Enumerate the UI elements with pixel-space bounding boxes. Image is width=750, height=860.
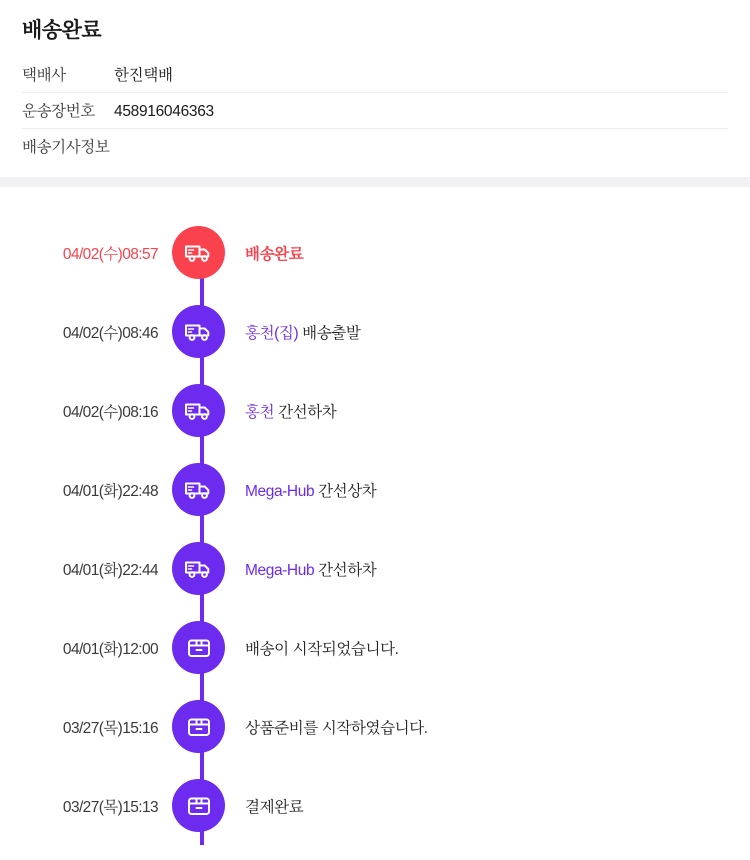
timeline-event	[0, 608, 750, 687]
delivery-timeline	[0, 187, 750, 845]
event-label-highlight: Mega-Hub	[245, 482, 315, 500]
event-timestamp: 04/02(수)08:57	[62, 245, 158, 263]
timeline-event	[0, 529, 750, 608]
event-timestamp: 03/27(목)15:13	[62, 798, 158, 816]
event-timestamp: 04/01(화)22:44	[62, 561, 158, 579]
event-timestamp: 04/02(수)08:16	[62, 403, 158, 421]
event-label-highlight: 홍천	[245, 403, 275, 421]
event-label	[225, 479, 376, 501]
timeline-event	[0, 687, 750, 766]
event-label	[225, 400, 336, 422]
event-label	[225, 321, 360, 343]
timeline-event	[0, 371, 750, 450]
event-label-plain: 간선하차	[314, 561, 377, 579]
delivery-truck-icon	[172, 542, 225, 595]
carrier-row	[22, 57, 728, 93]
event-label-plain: 배송이 시작되었습니다.	[245, 640, 399, 658]
event-label-plain: 결제완료	[245, 798, 304, 816]
event-label	[225, 637, 399, 659]
tracking-number-value: 458916046363	[114, 103, 214, 121]
event-label-plain: 간선하차	[274, 403, 337, 421]
event-timestamp: 04/01(화)12:00	[62, 640, 158, 658]
carrier-label: 택배사	[22, 67, 66, 85]
driver-info-row[interactable]	[22, 129, 728, 161]
tracking-number-row	[22, 93, 728, 129]
shipment-header	[0, 0, 750, 177]
event-label-highlight: Mega-Hub	[245, 561, 315, 579]
delivery-truck-icon	[172, 226, 225, 279]
timeline-event	[0, 213, 750, 292]
event-timestamp: 04/02(수)08:46	[62, 324, 158, 342]
page-title: 배송완료	[22, 19, 102, 42]
event-timestamp: 04/01(화)22:48	[62, 482, 158, 500]
event-label	[225, 558, 376, 580]
section-divider	[0, 177, 750, 187]
delivery-truck-icon	[172, 463, 225, 516]
package-box-icon	[172, 700, 225, 753]
delivery-truck-icon	[172, 305, 225, 358]
event-label	[225, 242, 303, 264]
event-label-highlight: 홍천(집)	[245, 324, 299, 342]
event-label	[225, 716, 428, 738]
event-label	[225, 795, 303, 817]
delivery-truck-icon	[172, 384, 225, 437]
event-timestamp: 03/27(목)15:16	[62, 719, 158, 737]
event-label-plain: 배송출발	[298, 324, 361, 342]
driver-info-label: 배송기사정보	[22, 139, 110, 157]
event-label-plain: 간선상차	[314, 482, 377, 500]
timeline-event	[0, 450, 750, 529]
package-box-icon	[172, 779, 225, 832]
event-label-highlight: 배송완료	[245, 245, 304, 263]
package-box-icon	[172, 621, 225, 674]
timeline-event	[0, 292, 750, 371]
timeline-event	[0, 766, 750, 845]
event-label-plain: 상품준비를 시작하였습니다.	[245, 719, 428, 737]
tracking-number-label: 운송장번호	[22, 103, 95, 121]
carrier-value: 한진택배	[114, 67, 173, 85]
